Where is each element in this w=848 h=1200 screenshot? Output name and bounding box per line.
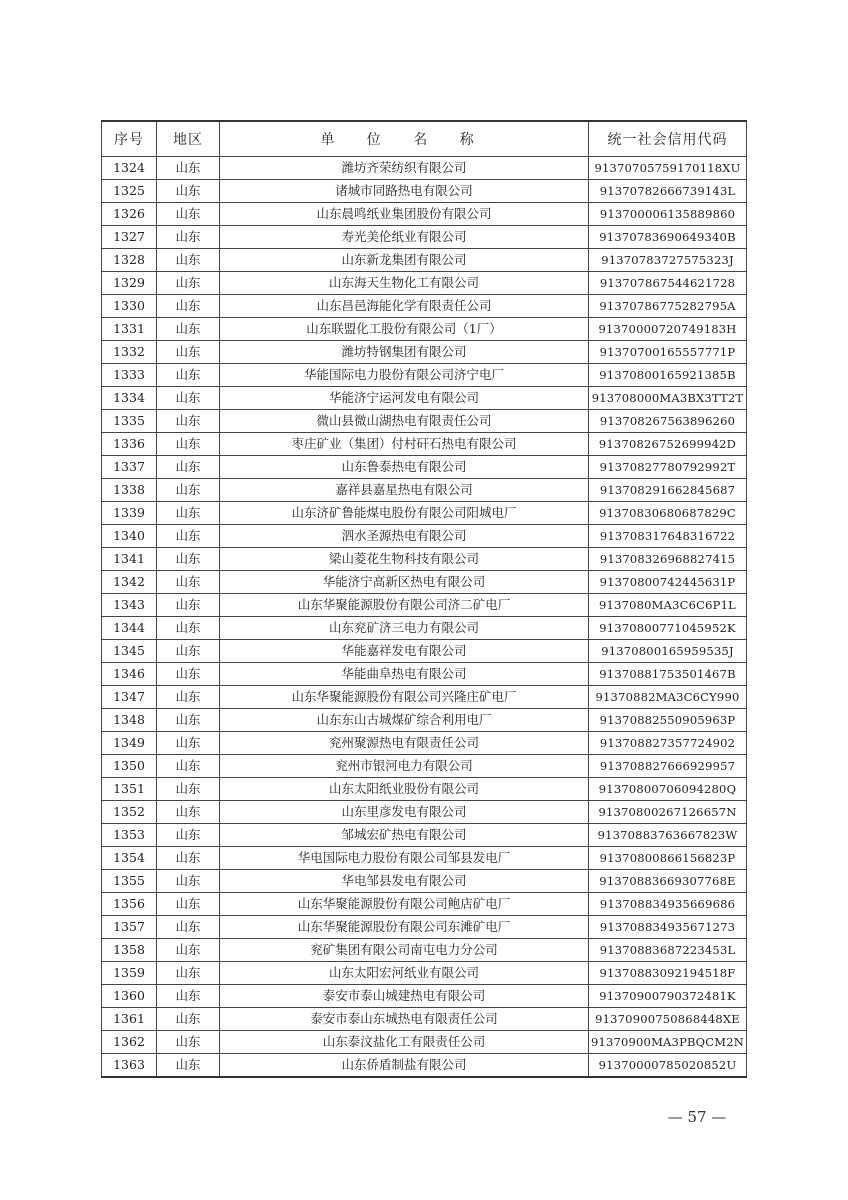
- row-region: 山东: [157, 778, 220, 801]
- row-seq: 1363: [102, 1054, 157, 1078]
- row-region: 山东: [157, 870, 220, 893]
- row-region: 山东: [157, 571, 220, 594]
- row-unit-name: 邹城宏矿热电有限公司: [220, 824, 589, 847]
- row-seq: 1362: [102, 1031, 157, 1054]
- table-row: [102, 1008, 747, 1031]
- table-row: [102, 686, 747, 709]
- table-row: [102, 479, 747, 502]
- table-row: [102, 203, 747, 226]
- row-region: 山东: [157, 502, 220, 525]
- row-region: 山东: [157, 617, 220, 640]
- row-seq: 1328: [102, 249, 157, 272]
- row-seq: 1355: [102, 870, 157, 893]
- row-seq: 1351: [102, 778, 157, 801]
- row-credit-code: 91370881753501467B: [589, 663, 747, 686]
- row-credit-code: 91370883763667823W: [589, 824, 747, 847]
- row-region: 山东: [157, 824, 220, 847]
- row-seq: 1354: [102, 847, 157, 870]
- row-seq: 1329: [102, 272, 157, 295]
- row-unit-name: 山东华聚能源股份有限公司东滩矿电厂: [220, 916, 589, 939]
- row-unit-name: 华能济宁运河发电有限公司: [220, 387, 589, 410]
- row-region: 山东: [157, 387, 220, 410]
- row-unit-name: 梁山菱花生物科技有限公司: [220, 548, 589, 571]
- row-seq: 1359: [102, 962, 157, 985]
- row-credit-code: 91370800742445631P: [589, 571, 747, 594]
- row-seq: 1333: [102, 364, 157, 387]
- row-seq: 1347: [102, 686, 157, 709]
- row-unit-name: 山东华聚能源股份有限公司济二矿电厂: [220, 594, 589, 617]
- row-region: 山东: [157, 962, 220, 985]
- row-credit-code: 91370882MA3C6CY990: [589, 686, 747, 709]
- row-unit-name: 微山县微山湖热电有限责任公司: [220, 410, 589, 433]
- row-credit-code: 91370783727575323J: [589, 249, 747, 272]
- row-region: 山东: [157, 893, 220, 916]
- table-row: [102, 433, 747, 456]
- row-seq: 1330: [102, 295, 157, 318]
- row-seq: 1334: [102, 387, 157, 410]
- row-unit-name: 山东联盟化工股份有限公司（1厂）: [220, 318, 589, 341]
- row-seq: 1352: [102, 801, 157, 824]
- header-region: 地区: [157, 121, 220, 157]
- row-region: 山东: [157, 686, 220, 709]
- row-seq: 1348: [102, 709, 157, 732]
- row-region: 山东: [157, 548, 220, 571]
- row-region: 山东: [157, 732, 220, 755]
- table-row: [102, 755, 747, 778]
- row-unit-name: 嘉祥县嘉星热电有限公司: [220, 479, 589, 502]
- row-unit-name: 山东新龙集团有限公司: [220, 249, 589, 272]
- row-region: 山东: [157, 755, 220, 778]
- row-unit-name: 华能国际电力股份有限公司济宁电厂: [220, 364, 589, 387]
- row-unit-name: 山东华聚能源股份有限公司鲍店矿电厂: [220, 893, 589, 916]
- row-seq: 1349: [102, 732, 157, 755]
- row-unit-name: 枣庄矿业（集团）付村矸石热电有限公司: [220, 433, 589, 456]
- table-row: [102, 870, 747, 893]
- row-credit-code: 91370900750868448XE: [589, 1008, 747, 1031]
- row-credit-code: 91370000785020852U: [589, 1054, 747, 1078]
- table-row: [102, 525, 747, 548]
- row-region: 山东: [157, 594, 220, 617]
- row-region: 山东: [157, 157, 220, 180]
- table-row: [102, 1054, 747, 1078]
- credit-code-table: [101, 120, 747, 1078]
- row-unit-name: 华能曲阜热电有限公司: [220, 663, 589, 686]
- row-seq: 1327: [102, 226, 157, 249]
- row-seq: 1340: [102, 525, 157, 548]
- row-unit-name: 山东昌邑海能化学有限责任公司: [220, 295, 589, 318]
- row-credit-code: 91370826752699942D: [589, 433, 747, 456]
- table-row: [102, 410, 747, 433]
- table-row: [102, 318, 747, 341]
- row-seq: 1357: [102, 916, 157, 939]
- row-credit-code: 913700006135889860: [589, 203, 747, 226]
- table-header-row: [102, 121, 747, 157]
- row-region: 山东: [157, 916, 220, 939]
- table-row: [102, 249, 747, 272]
- row-unit-name: 兖州市银河电力有限公司: [220, 755, 589, 778]
- row-seq: 1360: [102, 985, 157, 1008]
- table-row: [102, 341, 747, 364]
- row-unit-name: 山东晨鸣纸业集团股份有限公司: [220, 203, 589, 226]
- table-row: [102, 732, 747, 755]
- row-credit-code: 91370800771045952K: [589, 617, 747, 640]
- table-row: [102, 916, 747, 939]
- row-region: 山东: [157, 801, 220, 824]
- row-unit-name: 兖州聚源热电有限责任公司: [220, 732, 589, 755]
- row-credit-code: 91370883669307768E: [589, 870, 747, 893]
- row-credit-code: 91370705759170118XU: [589, 157, 747, 180]
- row-unit-name: 寿光美伦纸业有限公司: [220, 226, 589, 249]
- table-row: [102, 295, 747, 318]
- row-region: 山东: [157, 364, 220, 387]
- row-region: 山东: [157, 525, 220, 548]
- row-credit-code: 9137080MA3C6C6P1L: [589, 594, 747, 617]
- row-credit-code: 913708317648316722: [589, 525, 747, 548]
- row-unit-name: 泰安市泰山东城热电有限责任公司: [220, 1008, 589, 1031]
- table-row: [102, 709, 747, 732]
- row-seq: 1324: [102, 157, 157, 180]
- row-unit-name: 山东鲁泰热电有限公司: [220, 456, 589, 479]
- row-seq: 1342: [102, 571, 157, 594]
- row-credit-code: 913708834935671273: [589, 916, 747, 939]
- row-seq: 1337: [102, 456, 157, 479]
- row-unit-name: 华电邹县发电有限公司: [220, 870, 589, 893]
- table-row: [102, 456, 747, 479]
- row-seq: 1356: [102, 893, 157, 916]
- row-credit-code: 91370782666739143L: [589, 180, 747, 203]
- row-credit-code: 913708827666929957: [589, 755, 747, 778]
- row-seq: 1339: [102, 502, 157, 525]
- table-row: [102, 387, 747, 410]
- row-region: 山东: [157, 433, 220, 456]
- table-row: [102, 939, 747, 962]
- row-unit-name: 山东济矿鲁能煤电股份有限公司阳城电厂: [220, 502, 589, 525]
- row-credit-code: 91370800866156823P: [589, 847, 747, 870]
- row-unit-name: 泰安市泰山城建热电有限公司: [220, 985, 589, 1008]
- row-region: 山东: [157, 249, 220, 272]
- row-seq: 1332: [102, 341, 157, 364]
- row-seq: 1338: [102, 479, 157, 502]
- table-row: [102, 364, 747, 387]
- table-row: [102, 226, 747, 249]
- row-region: 山东: [157, 1031, 220, 1054]
- row-credit-code: 91370786775282795A: [589, 295, 747, 318]
- row-unit-name: 山东太阳纸业股份有限公司: [220, 778, 589, 801]
- row-region: 山东: [157, 1008, 220, 1031]
- table-row: [102, 893, 747, 916]
- table-row: [102, 801, 747, 824]
- row-credit-code: 91370700165557771P: [589, 341, 747, 364]
- row-region: 山东: [157, 295, 220, 318]
- row-credit-code: 91370783690649340B: [589, 226, 747, 249]
- row-seq: 1361: [102, 1008, 157, 1031]
- table-row: [102, 847, 747, 870]
- row-unit-name: 潍坊特钢集团有限公司: [220, 341, 589, 364]
- row-seq: 1326: [102, 203, 157, 226]
- table-row: [102, 180, 747, 203]
- row-credit-code: 913708291662845687: [589, 479, 747, 502]
- row-credit-code: 913708000MA3BX3TT2T: [589, 387, 747, 410]
- row-credit-code: 91370827780792992T: [589, 456, 747, 479]
- row-credit-code: 913707867544621728: [589, 272, 747, 295]
- row-credit-code: 913708834935669686: [589, 893, 747, 916]
- row-region: 山东: [157, 456, 220, 479]
- table-row: [102, 663, 747, 686]
- table-row: [102, 985, 747, 1008]
- row-seq: 1353: [102, 824, 157, 847]
- row-credit-code: 91370900MA3PBQCM2N: [589, 1031, 747, 1054]
- row-unit-name: 山东华聚能源股份有限公司兴隆庄矿电厂: [220, 686, 589, 709]
- row-seq: 1336: [102, 433, 157, 456]
- row-seq: 1343: [102, 594, 157, 617]
- row-credit-code: 91370800267126657N: [589, 801, 747, 824]
- row-region: 山东: [157, 1054, 220, 1078]
- table-row: [102, 548, 747, 571]
- page-number: — 57 —: [667, 1108, 727, 1126]
- table-row: [102, 571, 747, 594]
- row-region: 山东: [157, 341, 220, 364]
- table-body: [102, 157, 747, 1078]
- row-region: 山东: [157, 709, 220, 732]
- table-row: [102, 962, 747, 985]
- header-unit-name: 单 位 名 称: [220, 121, 589, 157]
- row-unit-name: 山东泰汶盐化工有限责任公司: [220, 1031, 589, 1054]
- row-unit-name: 泗水圣源热电有限公司: [220, 525, 589, 548]
- row-seq: 1345: [102, 640, 157, 663]
- row-region: 山东: [157, 479, 220, 502]
- row-seq: 1331: [102, 318, 157, 341]
- row-unit-name: 山东海天生物化工有限公司: [220, 272, 589, 295]
- row-unit-name: 诸城市同路热电有限公司: [220, 180, 589, 203]
- table-row: [102, 617, 747, 640]
- row-credit-code: 91370800165921385B: [589, 364, 747, 387]
- row-region: 山东: [157, 985, 220, 1008]
- row-seq: 1335: [102, 410, 157, 433]
- row-credit-code: 91370800706094280Q: [589, 778, 747, 801]
- row-credit-code: 913708267563896260: [589, 410, 747, 433]
- row-unit-name: 华电国际电力股份有限公司邹县发电厂: [220, 847, 589, 870]
- row-credit-code: 91370800165959535J: [589, 640, 747, 663]
- table-row: [102, 824, 747, 847]
- table-row: [102, 1031, 747, 1054]
- row-region: 山东: [157, 272, 220, 295]
- row-unit-name: 华能济宁高新区热电有限公司: [220, 571, 589, 594]
- row-credit-code: 913708326968827415: [589, 548, 747, 571]
- table-row: [102, 272, 747, 295]
- table-row: [102, 594, 747, 617]
- row-region: 山东: [157, 847, 220, 870]
- row-region: 山东: [157, 318, 220, 341]
- row-seq: 1344: [102, 617, 157, 640]
- table-row: [102, 778, 747, 801]
- row-region: 山东: [157, 226, 220, 249]
- row-region: 山东: [157, 410, 220, 433]
- row-unit-name: 山东东山古城煤矿综合利用电厂: [220, 709, 589, 732]
- row-seq: 1358: [102, 939, 157, 962]
- row-region: 山东: [157, 640, 220, 663]
- row-region: 山东: [157, 203, 220, 226]
- row-unit-name: 山东侨盾制盐有限公司: [220, 1054, 589, 1078]
- row-credit-code: 91370883687223453L: [589, 939, 747, 962]
- table-row: [102, 640, 747, 663]
- row-unit-name: 山东兖矿济三电力有限公司: [220, 617, 589, 640]
- row-credit-code: 91370000720749183H: [589, 318, 747, 341]
- row-credit-code: 91370830680687829C: [589, 502, 747, 525]
- row-credit-code: 91370882550905963P: [589, 709, 747, 732]
- row-unit-name: 华能嘉祥发电有限公司: [220, 640, 589, 663]
- row-unit-name: 潍坊齐荣纺织有限公司: [220, 157, 589, 180]
- row-region: 山东: [157, 180, 220, 203]
- row-seq: 1325: [102, 180, 157, 203]
- row-unit-name: 山东里彦发电有限公司: [220, 801, 589, 824]
- row-seq: 1346: [102, 663, 157, 686]
- row-region: 山东: [157, 663, 220, 686]
- row-seq: 1350: [102, 755, 157, 778]
- header-seq: 序号: [102, 121, 157, 157]
- header-credit-code: 统一社会信用代码: [589, 121, 747, 157]
- row-credit-code: 91370883092194518F: [589, 962, 747, 985]
- row-credit-code: 91370900790372481K: [589, 985, 747, 1008]
- row-credit-code: 913708827357724902: [589, 732, 747, 755]
- row-seq: 1341: [102, 548, 157, 571]
- row-unit-name: 山东太阳宏河纸业有限公司: [220, 962, 589, 985]
- table-row: [102, 502, 747, 525]
- row-region: 山东: [157, 939, 220, 962]
- table-row: [102, 157, 747, 180]
- row-unit-name: 兖矿集团有限公司南屯电力分公司: [220, 939, 589, 962]
